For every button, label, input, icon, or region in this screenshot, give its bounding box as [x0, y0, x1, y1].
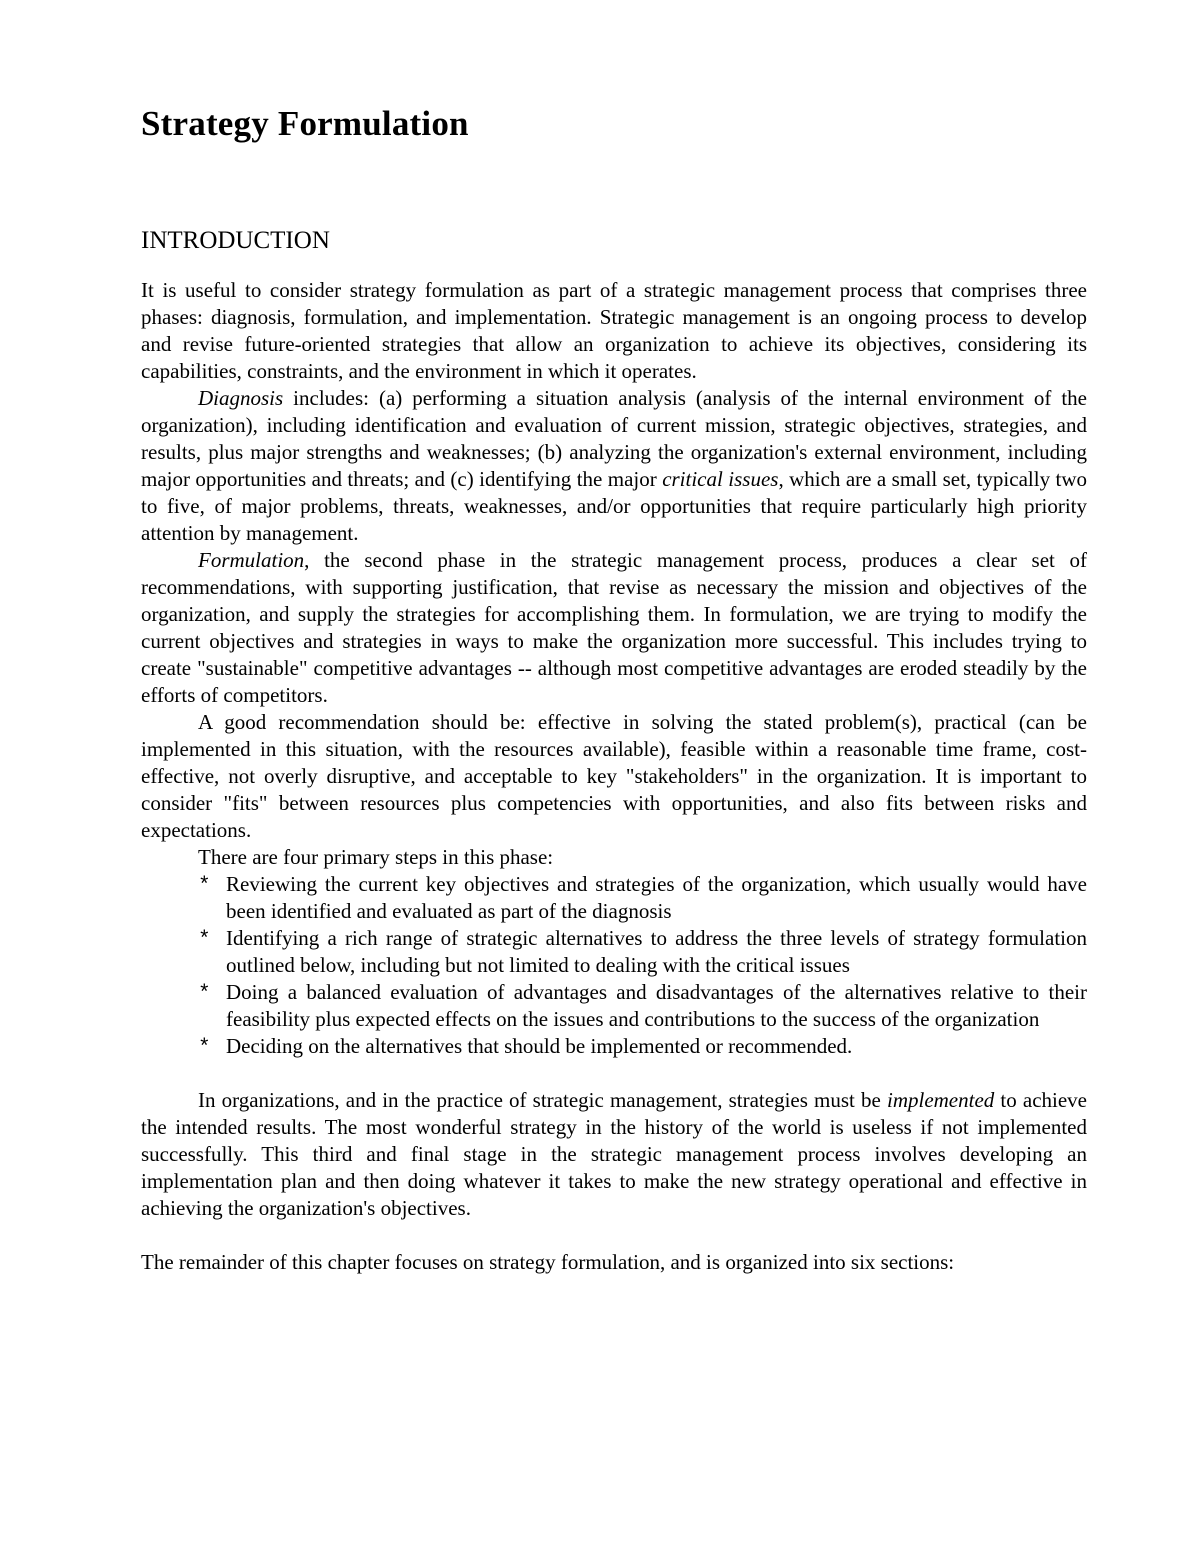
- list-item-text: Identifying a rich range of strategic alternatives to address the three levels of strategy formulation outlined below, including but not limited to dealing with the critical issues: [226, 926, 1087, 977]
- list-item: [141, 1033, 1087, 1060]
- paragraph-good-recommendation: A good recommendation should be: effective in solving the stated problem(s), practical (can be implemented in this situation, with the resources available), feasible within a reasonable time frame, cost-effective, not overly disruptive, and acceptable to key "stakeholders" in the organization. It is important to consider "fits" between resources plus competencies with opportunities, and also fits between risks and expectations.: [141, 710, 1087, 842]
- paragraph-implementation: [141, 1087, 1087, 1222]
- paragraph-diagnosis-text-1: includes: (a) performing a situation analysis (analysis of the internal environment of the organization), including identification and evaluation of current mission, strategic objectives, strategies, and results, plus major strengths and weaknesses; (b) analyzing the organization's external environment, including major opportunities and threats; and (c) identifying the major: [141, 386, 1087, 491]
- document-page: [141, 100, 1087, 1276]
- paragraph-implementation-text-2: to achieve the intended results. The most wonderful strategy in the history of the world is useless if not implemented successfully. This third and final stage in the strategic management process involves developing an implementation plan and then doing whatever it takes to make the new strategy operational and effective in achieving the organization's objectives.: [141, 1088, 1087, 1220]
- term-critical-issues: critical issues: [662, 467, 779, 491]
- list-item-text: Deciding on the alternatives that should be implemented or recommended.: [226, 1034, 853, 1058]
- paragraph-overview: It is useful to consider strategy formulation as part of a strategic management process that comprises three phases: diagnosis, formulation, and implementation. Strategic management is an ongoing process to develop and revise future-oriented strategies that allow an organization to achieve its objectives, considering its capabilities, constraints, and the environment in which it operates.: [141, 278, 1087, 383]
- paragraph-implementation-text-1: In organizations, and in the practice of strategic management, strategies must be: [198, 1088, 887, 1112]
- bullet-asterisk: *: [198, 929, 211, 952]
- paragraph-diagnosis-text-2: , which are a small set, typically two to five, of major problems, threats, weaknesses, and/or opportunities that require particularly high priority attention by management.: [141, 467, 1087, 545]
- list-item: [141, 871, 1087, 925]
- paragraph-four-steps-intro: There are four primary steps in this phase:: [198, 845, 554, 869]
- steps-list: [141, 871, 1087, 1060]
- paragraph-formulation-text: , the second phase in the strategic management process, produces a clear set of recommendations, with supporting justification, that revise as necessary the mission and objectives of the organization, and supply the strategies for accomplishing them. In formulation, we are trying to modify the current objectives and strategies in ways to make the organization more successful. This includes trying to create "sustainable" competitive advantages -- although most competitive advantages are eroded steadily by the efforts of competitors.: [141, 548, 1087, 707]
- list-item: [141, 925, 1087, 979]
- bullet-asterisk: *: [198, 983, 211, 1006]
- paragraph-formulation: [141, 547, 1087, 709]
- paragraph-diagnosis: [141, 385, 1087, 547]
- term-formulation: Formulation: [198, 548, 305, 572]
- document-title: Strategy Formulation: [141, 104, 469, 143]
- term-diagnosis: Diagnosis: [198, 386, 284, 410]
- bullet-asterisk: *: [198, 1037, 211, 1060]
- list-item-text: Reviewing the current key objectives and strategies of the organization, which usually would have been identified and evaluated as part of the diagnosis: [226, 872, 1087, 923]
- paragraph-chapter-outline: The remainder of this chapter focuses on strategy formulation, and is organized into six sections:: [141, 1250, 955, 1274]
- list-item: [141, 979, 1087, 1033]
- term-implemented: implemented: [886, 1088, 995, 1112]
- bullet-asterisk: *: [198, 875, 211, 898]
- list-item-text: Doing a balanced evaluation of advantages and disadvantages of the alternatives relative to their feasibility plus expected effects on the issues and contributions to the success of the organization: [226, 980, 1087, 1031]
- section-heading-introduction: INTRODUCTION: [141, 227, 330, 254]
